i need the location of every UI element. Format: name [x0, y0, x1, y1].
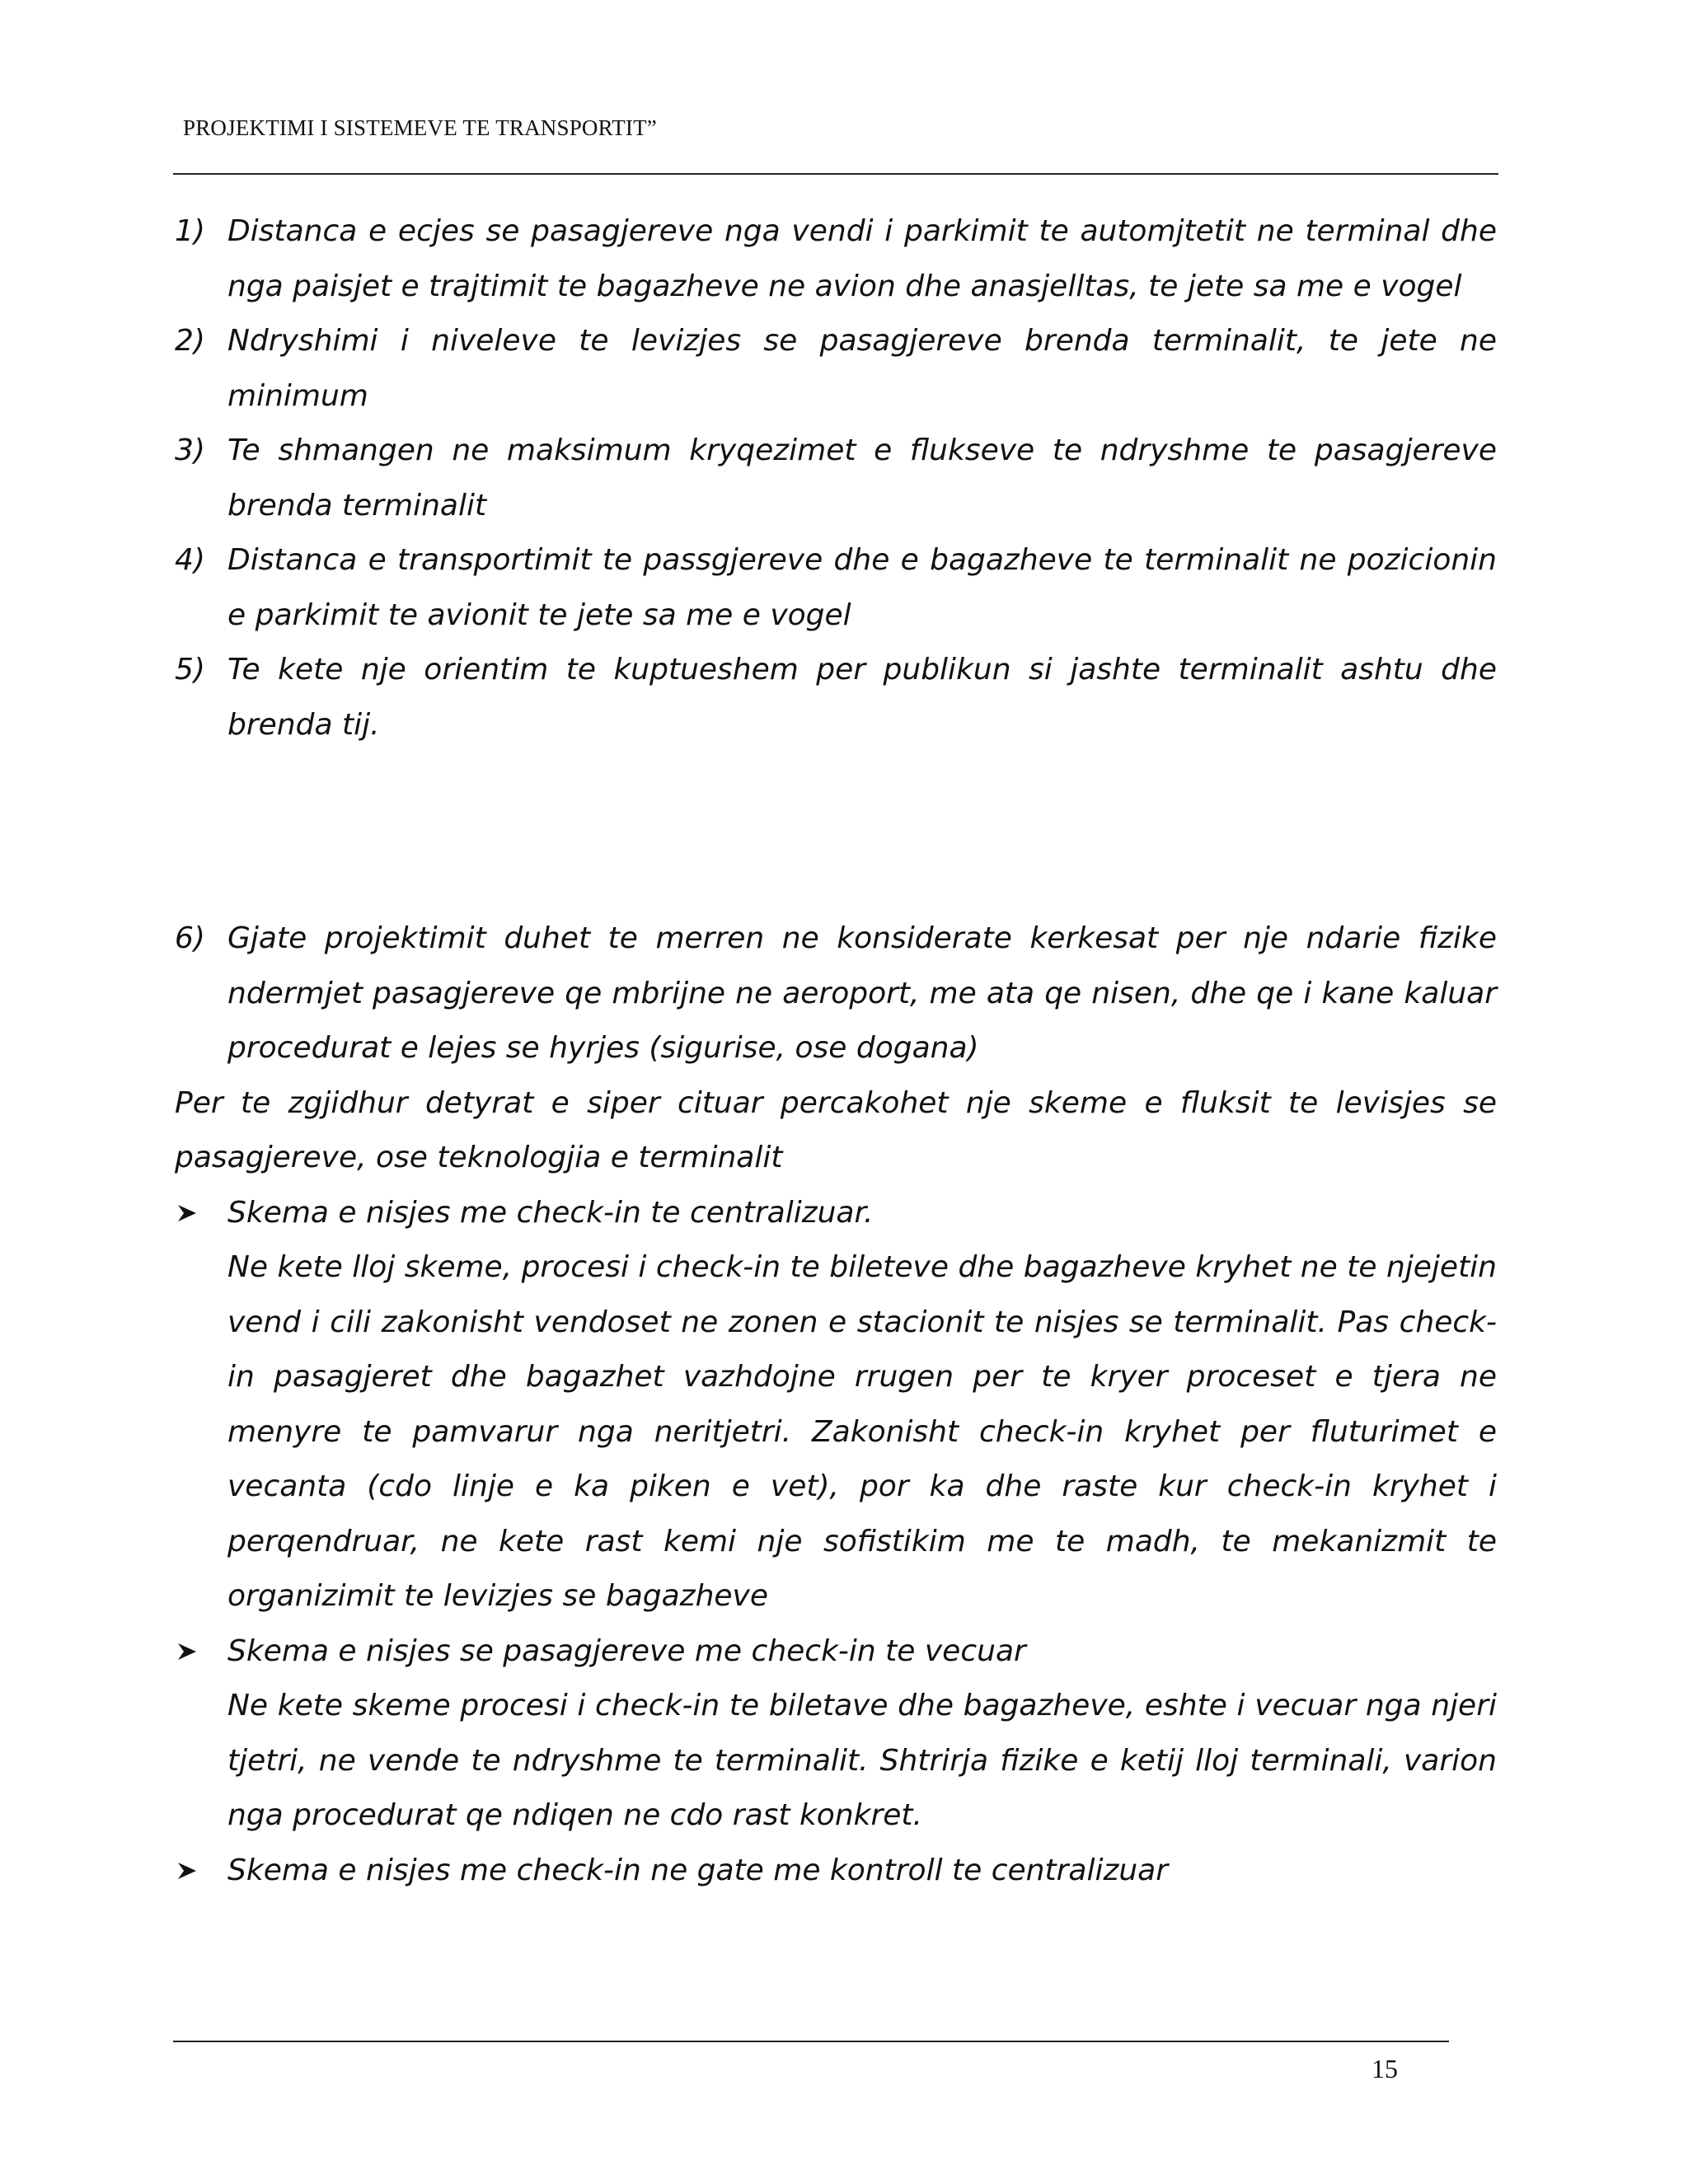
running-header: PROJEKTIMI I SISTEMEVE TE TRANSPORTIT” — [183, 115, 657, 140]
bullet-title-text: Skema e nisjes se pasagjereve me check-in te vecuar — [227, 1633, 1026, 1668]
content-lower — [175, 912, 1497, 1898]
bullet-item-title — [175, 1844, 1497, 1899]
list-item — [175, 912, 1497, 1076]
arrowhead-bullet-icon — [176, 1860, 198, 1882]
list-marker: 4) — [175, 543, 205, 577]
list-item-text: Te shmangen ne maksimum kryqezimet e flukseve te ndryshme te pasagjereve brenda terminalit — [227, 434, 1497, 523]
intro-paragraph: Per te zgjidhur detyrat e siper cituar percakohet nje skeme e fluksit te levisjes se pasagjereve, ose teknologjia e terminalit — [175, 1085, 1497, 1174]
list-marker: 6) — [175, 921, 205, 955]
list-marker: 2) — [175, 324, 205, 358]
bullet-title-text: Skema e nisjes me check-in te centralizuar. — [227, 1195, 874, 1230]
list-marker: 3) — [175, 434, 205, 467]
list-item-text: Distanca e ecjes se pasagjereve nga vendi i parkimit te automjtetit ne terminal dhe nga paisjet e trajtimit te bagazheve ne avion dhe anasjelltas, te jete sa me e vogel — [227, 214, 1497, 303]
arrowhead-bullet-icon — [176, 1641, 198, 1662]
list-item — [175, 424, 1497, 533]
numbered-list-top — [175, 204, 1497, 752]
bullet-title-text: Skema e nisjes me check-in ne gate me kontroll te centralizuar — [227, 1853, 1169, 1887]
footer-rule — [173, 2041, 1449, 2042]
list-item-text: Distanca e transportimit te passgjereve dhe e bagazheve te terminalit ne pozicionin e parkimit te avionit te jete sa me e vogel — [227, 543, 1497, 632]
list-item — [175, 533, 1497, 643]
list-item — [175, 314, 1497, 424]
list-item-text: Te kete nje orientim te kuptueshem per publikun si jashte terminalit ashtu dhe brenda tij. — [227, 653, 1497, 742]
list-item — [175, 204, 1497, 314]
arrowhead-bullet-icon — [176, 1202, 198, 1224]
page-number: 15 — [1372, 2054, 1398, 2083]
list-item-text: Gjate projektimit duhet te merren ne konsiderate kerkesat per nje ndarie fizike ndermjet pasagjereve qe mbrijne ne aeroport, me ata qe nisen, dhe qe i kane kaluar procedurat e lejes se hyrjes (sigurise, ose dogana) — [227, 921, 1497, 1065]
header-rule — [173, 173, 1498, 175]
bullet-body: Ne kete lloj skeme, procesi i check-in te bileteve dhe bagazheve kryhet ne te njejetin vend i cili zakonisht vendoset ne zonen e stacionit te nisjes se terminalit. Pas check-in pasagjeret dhe bagazhet vazhdojne rrugen per te kryer proceset e tjera ne menyre te pamvarur nga neritjetri. Zakonisht check-in kryhet per fluturimet e vecanta (cdo linje e ka piken e vet), por ka dhe raste kur check-in kryhet i perqendruar, ne kete rast kemi nje sofistikim me te madh, te mekanizmit te organizimit te levizjes se bagazheve — [227, 1250, 1497, 1613]
bullet-body: Ne kete skeme procesi i check-in te biletave dhe bagazheve, eshte i vecuar nga njeri tjetri, ne vende te ndryshme te terminalit. Shtrirja fizike e ketij lloj terminali, varion nga procedurat qe ndiqen ne cdo rast konkret. — [227, 1689, 1497, 1832]
bullet-item-title — [175, 1186, 1497, 1241]
list-marker: 1) — [175, 214, 205, 248]
list-item-text: Ndryshimi i niveleve te levizjes se pasagjereve brenda terminalit, te jete ne minimum — [227, 324, 1497, 413]
list-marker: 5) — [175, 653, 205, 687]
bullet-item-title — [175, 1624, 1497, 1680]
list-item — [175, 643, 1497, 752]
